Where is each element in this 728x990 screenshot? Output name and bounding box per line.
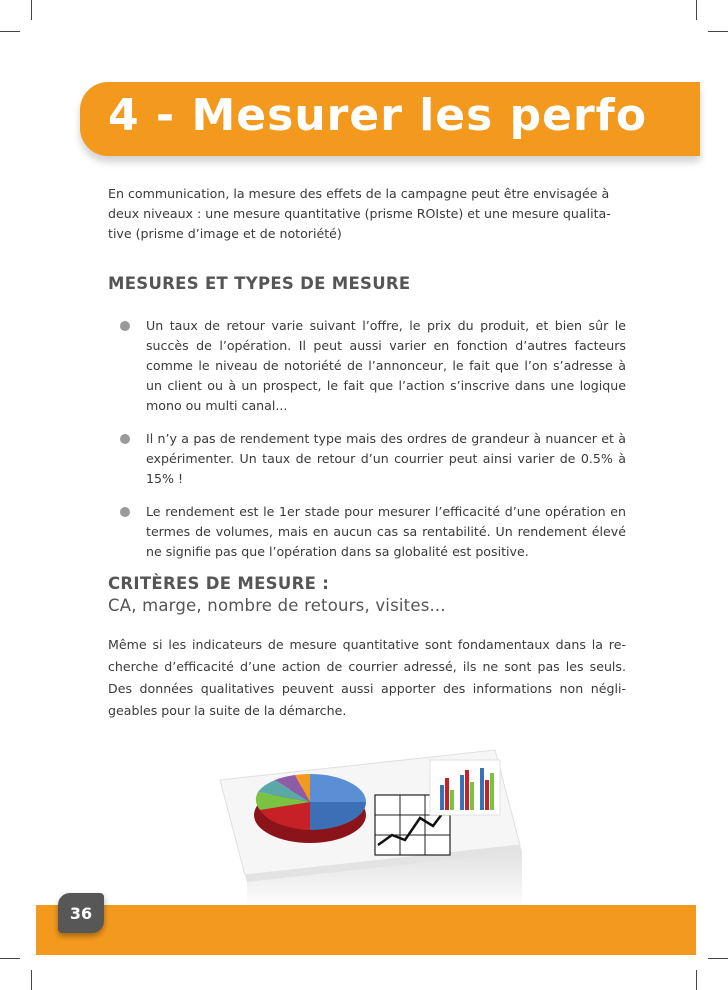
body-paragraph: Même si les indicateurs de mesure quantitative sont fondamentaux dans la re-cherche d’efficacité d’une action de courrier adressé, ils ne sont pas les seuls. Des données qualitatives peuvent aussi apporter des informations non négli-geables pour la suite de la démarche. xyxy=(108,637,626,718)
intro-paragraph: En communication, la mesure des effets de la campagne peut être envisagée à deux niveaux : une mesure quantitative (prisme ROIste) et une mesure qualita-tive (prisme d’image et de notoriété) xyxy=(108,186,611,241)
crop-mark xyxy=(696,970,697,990)
crop-mark xyxy=(31,970,32,990)
bullet-dot-icon xyxy=(120,321,130,331)
footer-bar xyxy=(36,905,696,955)
bullet-text: Il n’y a pas de rendement type mais des ordres de grandeur à nuancer et à expérimenter. Un taux de retour d’un courrier peut ainsi varier de 0.5% à 15% ! xyxy=(146,431,626,486)
page-title: 4 - Mesurer les perfo xyxy=(108,90,648,141)
section-subheading: CA, marge, nombre de retours, visites... xyxy=(108,596,446,615)
section-heading-mesures: MESURES ET TYPES DE MESURE xyxy=(108,274,411,293)
bullet-list xyxy=(108,316,626,575)
bullet-dot-icon xyxy=(120,434,130,444)
crop-mark xyxy=(31,0,32,20)
section-heading-criteres: CRITÈRES DE MESURE : xyxy=(108,574,330,593)
crop-mark xyxy=(708,958,728,959)
page-number-badge: 36 xyxy=(58,893,104,933)
bullet-dot-icon xyxy=(120,507,130,517)
bullet-text: Un taux de retour varie suivant l’offre, le prix du produit, et bien sûr le succès de l’opération. Il peut aussi varier en fonction d’autres facteurs comme le niveau de notoriété de l’annonceur, le fait que l’on s’adresse à un client ou à un prospect, le fait que l’action s’inscrive dans une logique mono ou multi canal... xyxy=(146,318,626,413)
list-item xyxy=(108,502,626,562)
list-item xyxy=(108,429,626,489)
crop-mark xyxy=(0,31,20,32)
crop-mark xyxy=(0,958,20,959)
crop-mark xyxy=(696,0,697,20)
charts-illustration-icon xyxy=(130,740,530,910)
crop-mark xyxy=(708,31,728,32)
list-item xyxy=(108,316,626,416)
bullet-text: Le rendement est le 1er stade pour mesurer l’efficacité d’une opération en termes de volumes, mais en aucun cas sa rentabilité. Un rendement élevé ne signifie pas que l’opération dans sa globalité est positive. xyxy=(146,504,626,559)
